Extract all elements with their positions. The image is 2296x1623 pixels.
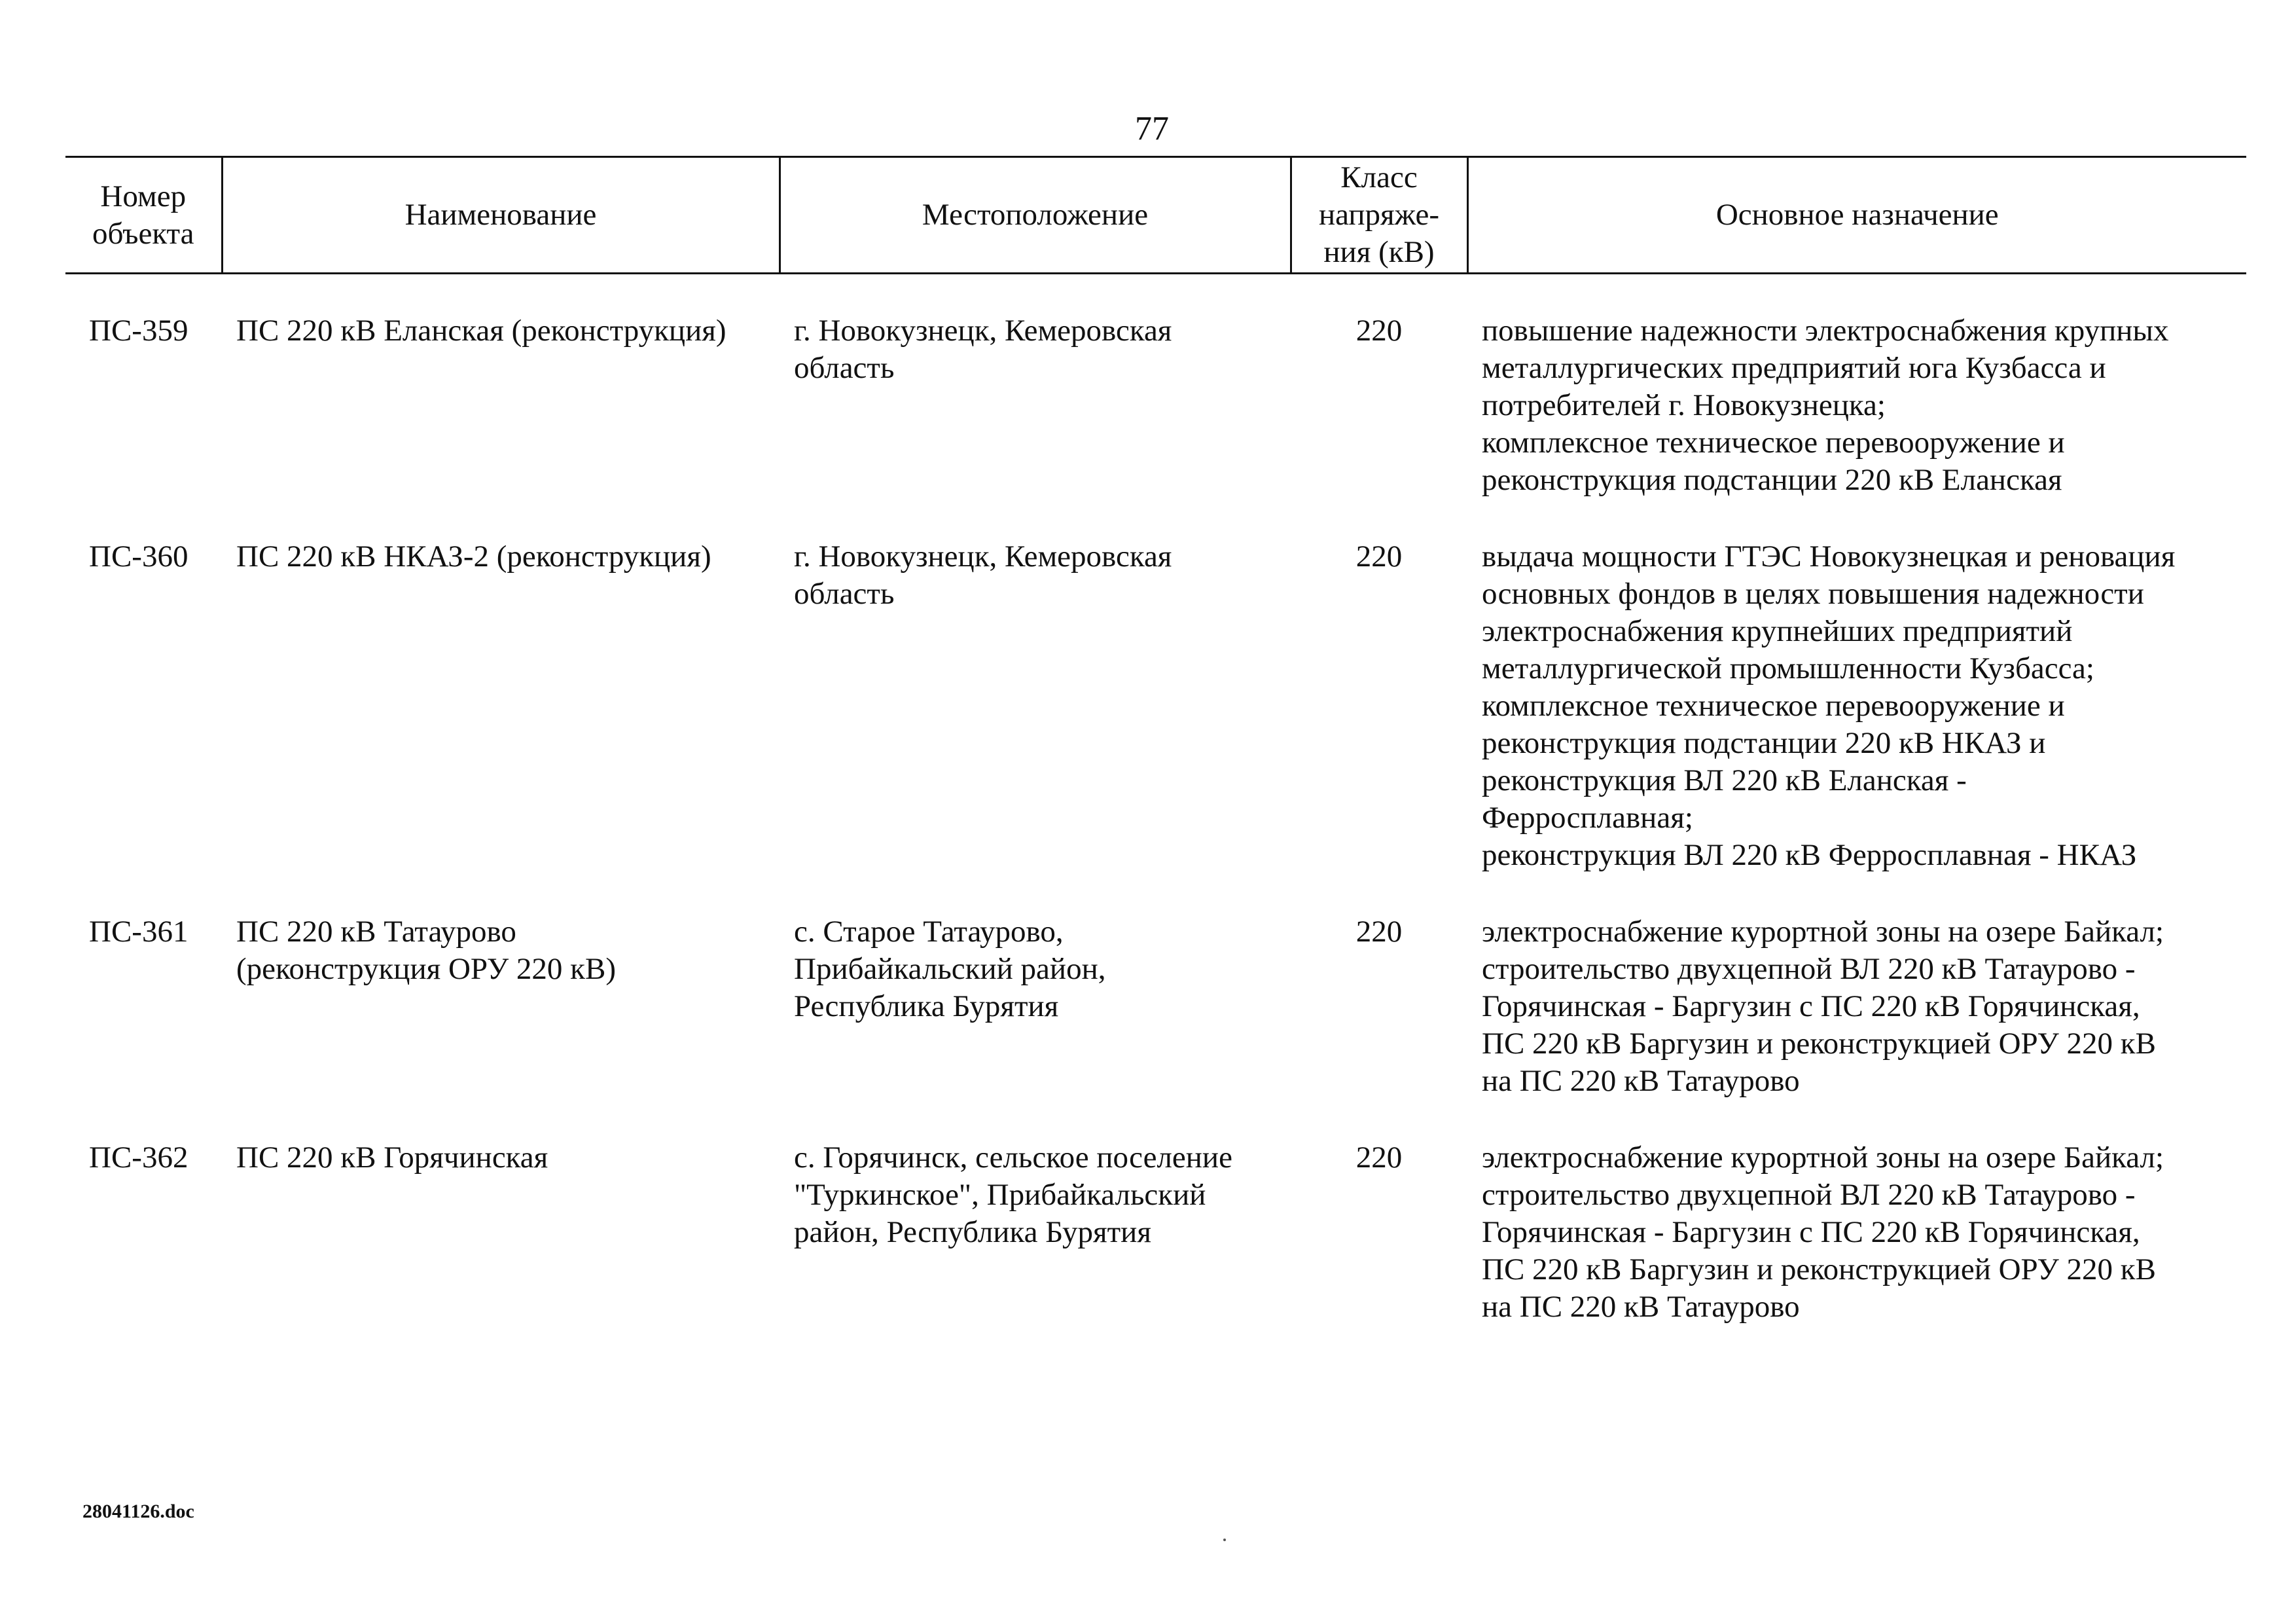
object-name: ПС 220 кВ Горячинская (236, 1140, 548, 1175)
footer-filename: 28041126.doc (82, 1501, 194, 1522)
scan-dot (1223, 1539, 1226, 1541)
object-name: ПС 220 кВ НКАЗ-2 (реконструкция) (236, 539, 711, 574)
object-purpose: электроснабжение курортной зоны на озере Байкал; строительство двухцепной ВЛ 220 кВ Татаурово - Горячинская - Баргузин с ПС 220 кВ Горячинская, ПС 220 кВ Баргузин и реконструкцией ОРУ 220 кВ на ПС 220 кВ Татаурово (1482, 1140, 2164, 1324)
object-location: г. Новокузнецк, Кемеровская область (794, 539, 1172, 611)
header-name: Наименование (222, 157, 780, 274)
header-purpose: Основное назначение (1467, 157, 2246, 274)
object-name: ПС 220 кВ Еланская (реконструкция) (236, 314, 726, 348)
page-number: 77 (1135, 110, 1169, 147)
object-purpose: повышение надежности электроснабжения крупных металлургических предприятий юга Кузбасса и потребителей г. Новокузнецка; комплексное техническое перевооружение и реконструкция подстанции 220 кВ Еланская (1482, 314, 2169, 497)
table-row (65, 538, 2246, 913)
header-location: Местоположение (780, 157, 1291, 274)
object-location: с. Старое Татаурово, Прибайкальский район, Республика Бурятия (794, 915, 1106, 1023)
object-voltage: 220 (1355, 539, 1403, 574)
object-purpose: электроснабжение курортной зоны на озере Байкал; строительство двухцепной ВЛ 220 кВ Татаурово - Горячинская - Баргузин с ПС 220 кВ Горячинская, ПС 220 кВ Баргузин и реконструкцией ОРУ 220 кВ на ПС 220 кВ Татаурово (1482, 915, 2164, 1098)
header-number: Номер объекта (65, 157, 222, 274)
object-location: г. Новокузнецк, Кемеровская область (794, 314, 1172, 385)
object-voltage: 220 (1355, 1140, 1403, 1175)
table-row (65, 312, 2246, 538)
object-purpose: выдача мощности ГТЭС Новокузнецкая и реновация основных фондов в целях повышения надежности электроснабжения крупнейших предприятий металлургической промышленности Кузбасса; комплексное техническое перевооружение и реконструкция подстанции 220 кВ НКАЗ и реконструкция ВЛ 220 кВ Еланская - Ферросплавная; реконструкция ВЛ 220 кВ Ферросплавная - НКАЗ (1482, 539, 2176, 872)
header-voltage: Класс напряже- ния (кВ) (1291, 157, 1467, 274)
object-voltage: 220 (1355, 915, 1403, 949)
object-number: ПС-361 (89, 915, 188, 949)
table-row (65, 913, 2246, 1139)
object-name: ПС 220 кВ Татаурово (реконструкция ОРУ 220 кВ) (236, 915, 616, 986)
object-number: ПС-360 (89, 539, 188, 574)
object-number: ПС-362 (89, 1140, 188, 1175)
table-header (65, 157, 2246, 274)
table-row (65, 1139, 2246, 1365)
object-voltage: 220 (1355, 314, 1403, 348)
objects-table (65, 156, 2246, 1365)
object-location: с. Горячинск, сельское поселение "Туркинское", Прибайкальский район, Республика Бурятия (794, 1140, 1232, 1249)
object-number: ПС-359 (89, 314, 188, 348)
